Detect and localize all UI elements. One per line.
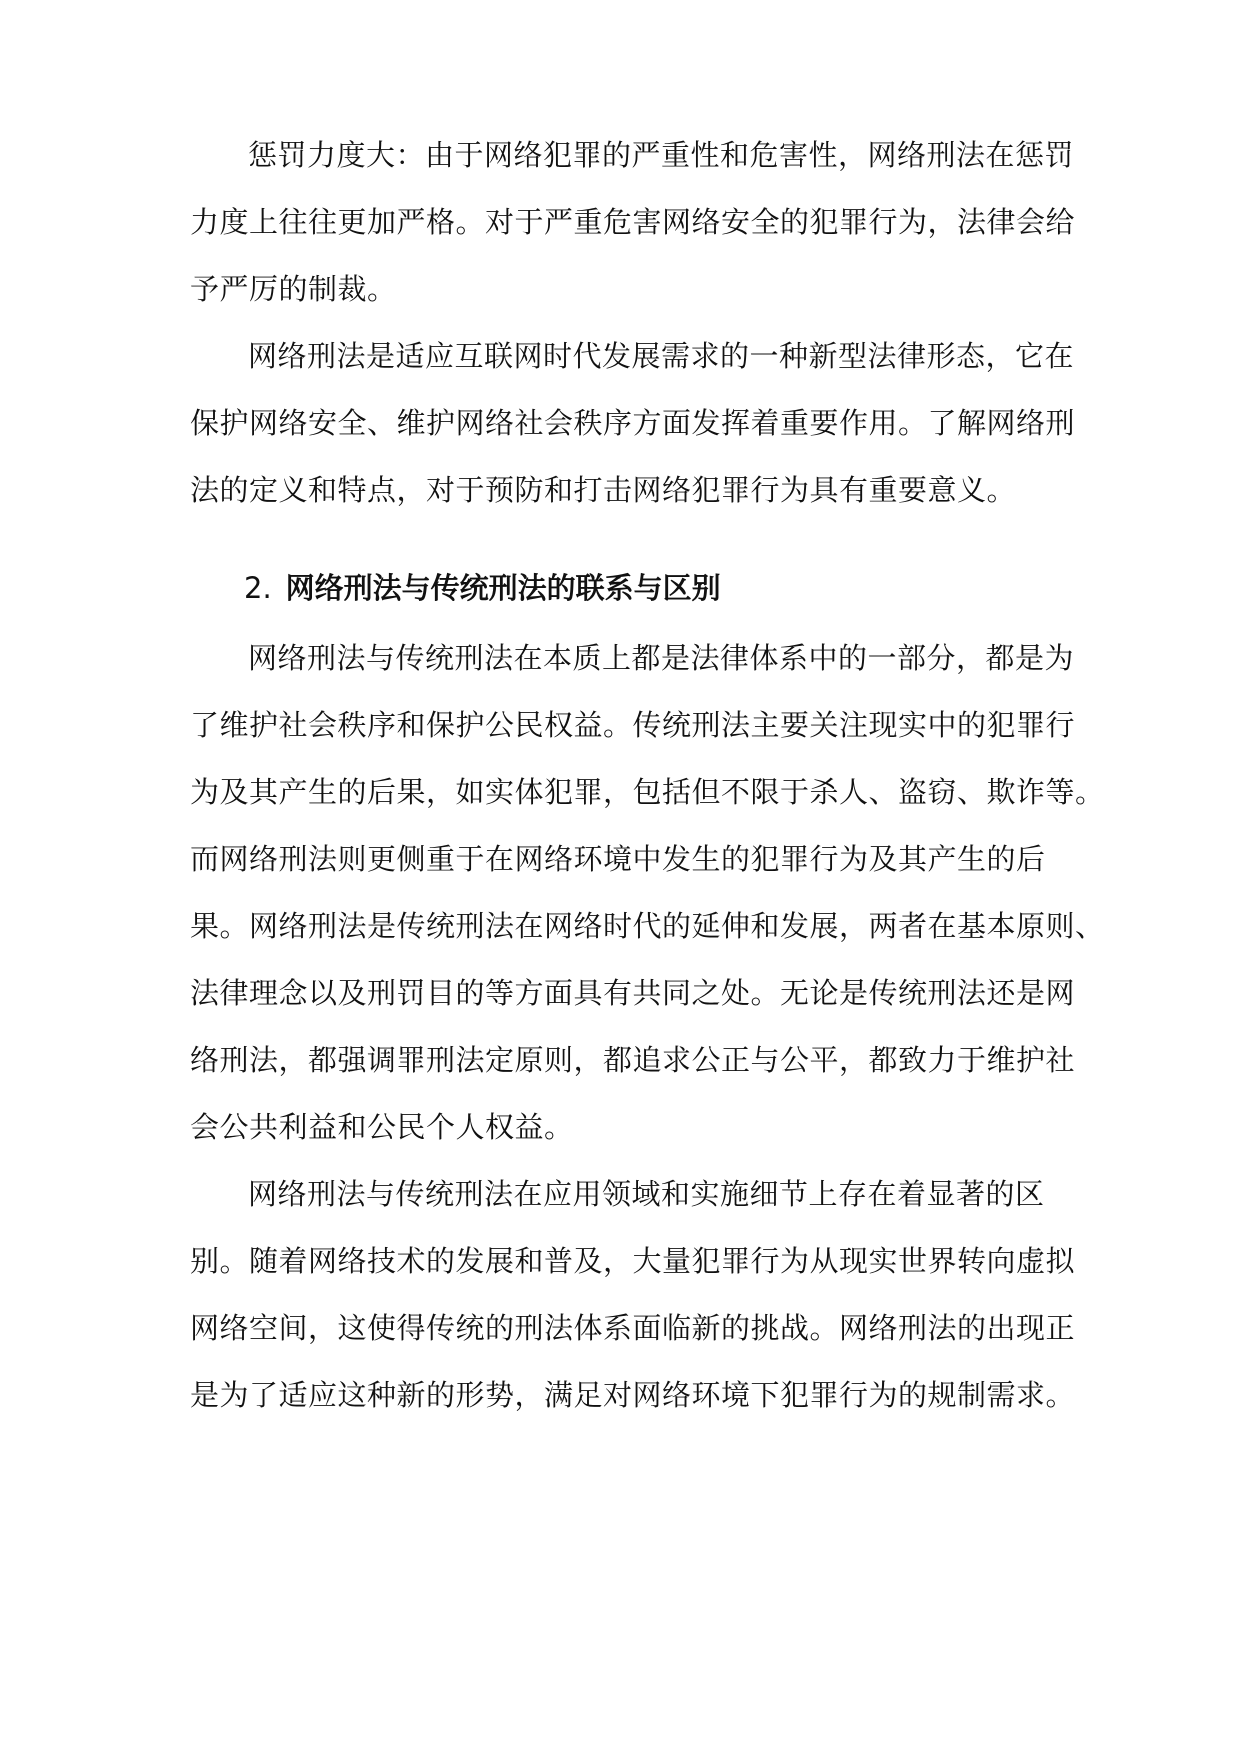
paragraph-4-line-1: 网络刑法与传统刑法在应用领域和实施细节上存在着显著的区	[248, 1177, 1045, 1211]
section-heading-number: 2.	[244, 571, 272, 605]
paragraph-3-line-2: 了维护社会秩序和保护公民权益。传统刑法主要关注现实中的犯罪行	[190, 708, 1076, 742]
paragraph-3-line-4: 而网络刑法则更侧重于在网络环境中发生的犯罪行为及其产生的后	[190, 842, 1046, 876]
paragraph-3-line-8: 会公共利益和公民个人权益。	[190, 1110, 574, 1144]
paragraph-4-line-2: 别。随着网络技术的发展和普及，大量犯罪行为从现实世界转向虚拟	[190, 1244, 1076, 1278]
paragraph-1-line-3: 予严厉的制裁。	[190, 272, 397, 306]
paragraph-3-line-3: 为及其产生的后果，如实体犯罪，包括但不限于杀人、盗窃、欺诈等。	[190, 775, 1105, 809]
paragraph-1-line-2: 力度上往往更加严格。对于严重危害网络安全的犯罪行为，法律会给	[190, 205, 1076, 239]
paragraph-2-line-3: 法的定义和特点，对于预防和打击网络犯罪行为具有重要意义。	[190, 473, 1017, 507]
paragraph-3-line-7: 络刑法，都强调罪刑法定原则，都追求公正与公平，都致力于维护社	[190, 1043, 1076, 1077]
section-heading-title: 网络刑法与传统刑法的联系与区别	[285, 571, 721, 605]
paragraph-4-line-3: 网络空间，这使得传统的刑法体系面临新的挑战。网络刑法的出现正	[190, 1311, 1076, 1345]
paragraph-3-line-5: 果。网络刑法是传统刑法在网络时代的延伸和发展，两者在基本原则、	[190, 909, 1105, 943]
paragraph-2-line-2: 保护网络安全、维护网络社会秩序方面发挥着重要作用。了解网络刑	[190, 406, 1076, 440]
paragraph-3-line-6: 法律理念以及刑罚目的等方面具有共同之处。无论是传统刑法还是网	[190, 976, 1076, 1010]
paragraph-2-line-1: 网络刑法是适应互联网时代发展需求的一种新型法律形态，它在	[248, 339, 1075, 373]
paragraph-4-line-4: 是为了适应这种新的形势，满足对网络环境下犯罪行为的规制需求。	[190, 1378, 1076, 1412]
paragraph-3-line-1: 网络刑法与传统刑法在本质上都是法律体系中的一部分，都是为	[248, 641, 1075, 675]
section-heading	[244, 568, 721, 608]
paragraph-1-line-1: 惩罚力度大：由于网络犯罪的严重性和危害性，网络刑法在惩罚	[248, 138, 1075, 172]
